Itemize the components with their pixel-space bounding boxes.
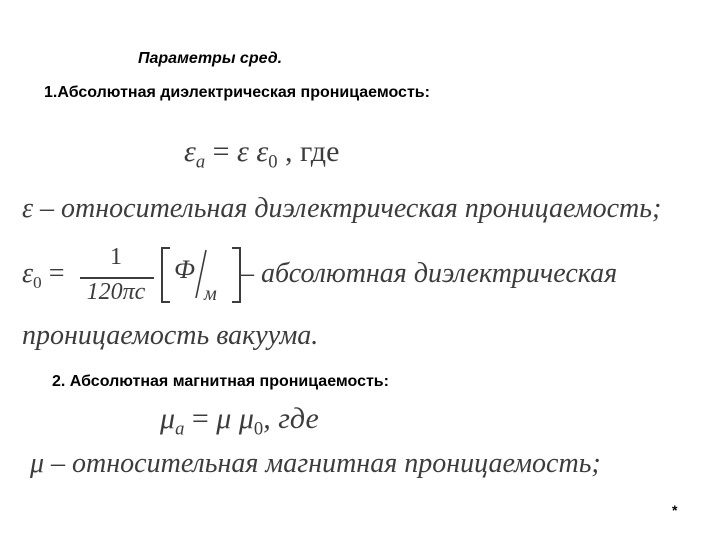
slide-title: Параметры сред. [138, 50, 283, 67]
formula1-lhs-subscript: a [195, 151, 206, 173]
formula1-rhs-subscript: 0 [268, 151, 278, 173]
eps0-subscript: 0 [33, 273, 42, 293]
unit-brackets [160, 244, 242, 306]
formula2-tail: , где [263, 402, 319, 435]
formula2-rhs-mu0: μ [231, 402, 254, 435]
formula1-tail: , где [277, 135, 340, 168]
eps0-description-line2: проницаемость вакуума. [22, 320, 319, 351]
fraction-numerator: 1 [110, 244, 122, 270]
formula2-rhs-mu: μ [216, 402, 232, 435]
relative-permeability-definition: μ – относительная магнитная проницаемость; [30, 448, 601, 479]
eps0-equals: = [41, 258, 65, 289]
eps0-description-line1: – абсолютная диэлектрическая [240, 258, 618, 289]
formula2-equals: = [184, 402, 217, 435]
unit-farad: Ф [174, 255, 195, 284]
unit-bracket-svg [160, 244, 242, 306]
formula1-rhs-eps0: ε [248, 135, 269, 168]
formula1-lhs: ε [184, 135, 196, 168]
formula1-equals: = [205, 135, 238, 168]
relative-permittivity-definition: ε – относительная диэлектрическая проницаемость; [22, 193, 662, 224]
eps0-symbol: ε [22, 258, 34, 289]
formula-absolute-permeability [160, 402, 319, 441]
fraction-denominator: 120πc [86, 279, 146, 305]
unit-meter: м [204, 283, 217, 305]
footnote-marker: * [672, 502, 678, 518]
formula1-rhs-eps: ε [237, 135, 249, 168]
section-heading-magnetic: 2. Абсолютная магнитная проницаемость: [52, 373, 389, 390]
formula-absolute-permittivity [184, 135, 339, 174]
formula2-rhs-subscript: 0 [253, 418, 264, 440]
eps0-fraction [76, 244, 156, 310]
section-heading-dielectric: 1.Абсолютная диэлектрическая проницаемость: [44, 84, 430, 101]
formula2-lhs: μ [160, 402, 176, 435]
formula2-lhs-subscript: a [175, 418, 185, 440]
eps0-lhs [22, 258, 65, 293]
